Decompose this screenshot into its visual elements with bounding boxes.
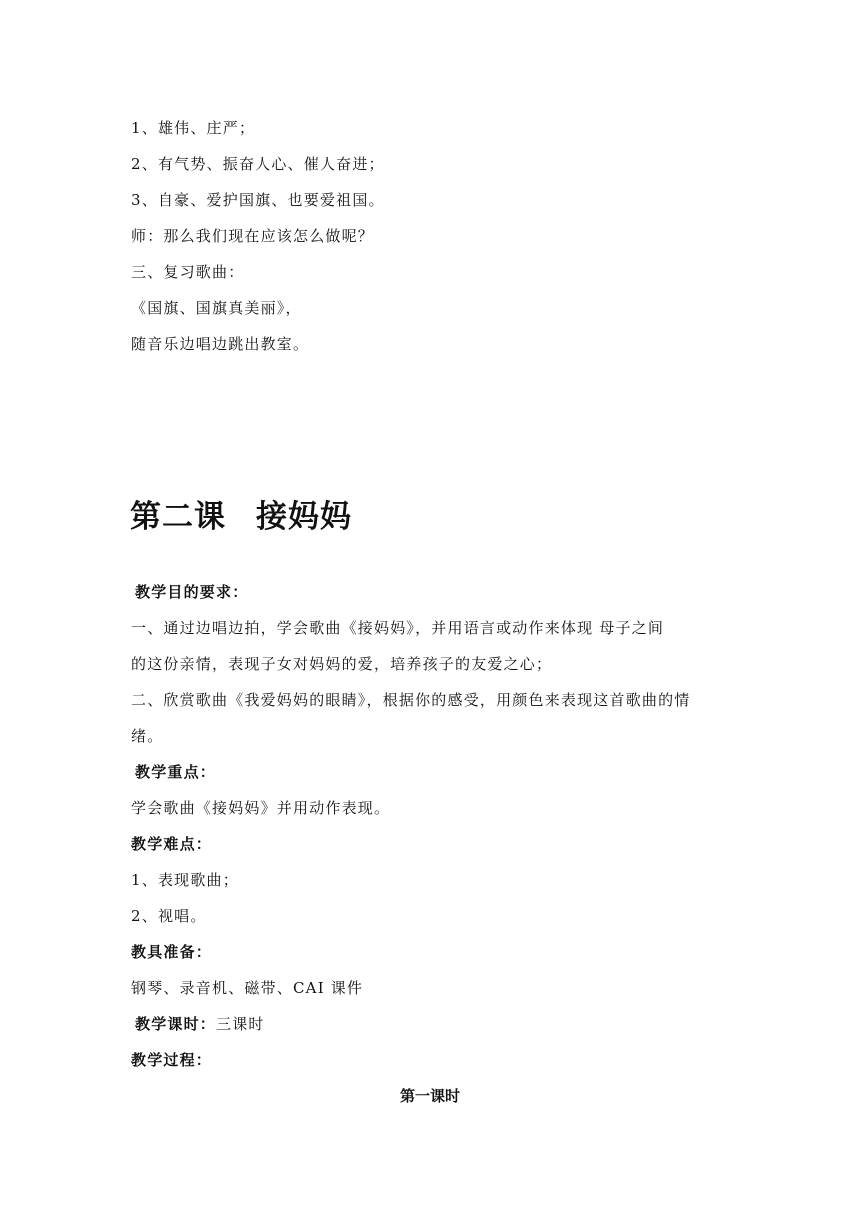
difficulties-heading: 教学难点： xyxy=(131,835,213,853)
process-heading: 教学过程： xyxy=(131,1051,213,1069)
goal-1-line-1: 一、通过边唱边拍，学会歌曲《接妈妈》，并用语言或动作来体现 母子之间 xyxy=(131,619,665,637)
review-song-activity: 随音乐边唱边跳出教室。 xyxy=(131,335,310,353)
goal-2-line-1: 二、欣赏歌曲《我爱妈妈的眼睛》，根据你的感受，用颜色来表现这首歌曲的情 xyxy=(131,691,691,709)
difficulty-2: 2、视唱。 xyxy=(131,907,207,925)
key-points-heading: 教学重点： xyxy=(135,763,217,781)
class-hours-value: 三课时 xyxy=(216,1015,265,1033)
lesson-title-number: 第二课 xyxy=(130,499,226,535)
intro-line-2: 2、有气势、振奋人心、催人奋进； xyxy=(131,155,385,173)
intro-line-1: 1、雄伟、庄严； xyxy=(131,119,256,137)
lesson-title-name: 接妈妈 xyxy=(256,499,352,535)
lesson-title xyxy=(130,497,352,537)
goals-heading: 教学目的要求： xyxy=(135,583,249,601)
tools-text: 钢琴、录音机、磁带、CAI 课件 xyxy=(131,979,364,997)
tools-heading: 教具准备： xyxy=(131,943,213,961)
class-hours xyxy=(135,1014,265,1034)
intro-line-3: 3、自豪、爱护国旗、也要爱祖国。 xyxy=(131,191,385,209)
review-song-title: 《国旗、国旗真美丽》， xyxy=(131,299,302,317)
goal-2-line-2: 绪。 xyxy=(131,727,164,745)
review-song-heading: 三、复习歌曲： xyxy=(131,263,245,281)
difficulty-1: 1、表现歌曲； xyxy=(131,871,239,889)
first-period-heading: 第一课时 xyxy=(399,1087,460,1105)
teacher-question: 师：那么我们现在应该怎么做呢？ xyxy=(131,227,375,245)
key-points-text: 学会歌曲《接妈妈》并用动作表现。 xyxy=(131,799,391,817)
goal-1-line-2: 的这份亲情，表现子女对妈妈的爱，培养孩子的友爱之心； xyxy=(131,655,553,673)
class-hours-heading: 教学课时： xyxy=(135,1015,217,1033)
